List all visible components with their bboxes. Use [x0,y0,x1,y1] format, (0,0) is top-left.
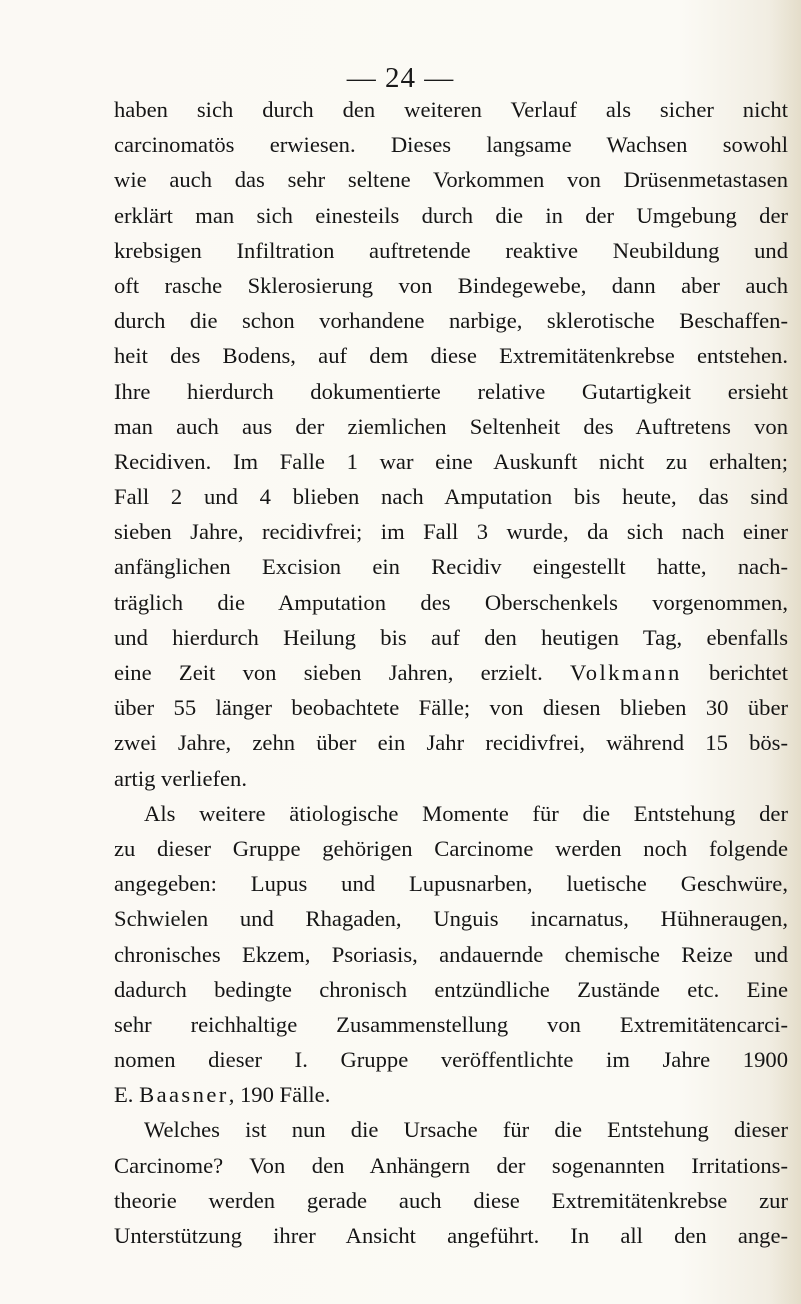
text-line: und hierdurch Heilung bis auf den heutigen Tag, ebenfalls [114,624,788,650]
text-line: Fall 2 und 4 blieben nach Amputation bis heute, das sind [114,484,788,510]
text-line: carcinomatös erwiesen. Dieses langsame Wachsen sowohl [114,132,788,158]
text-segment: berichtet [681,660,788,685]
text-line: durch die schon vorhandene narbige, sklerotische Beschaffen- [114,308,788,334]
text-line: träglich die Amputation des Oberschenkels vorgenommen, [114,589,788,615]
text-line: heit des Bodens, auf dem diese Extremitätenkrebse entstehen. [114,343,788,369]
text-line-volkmann [114,655,788,690]
author-name: Volkmann [570,660,682,685]
text-line: Unterstützung ihrer Ansicht angeführt. In all den ange- [114,1223,788,1248]
text-line: Recidiven. Im Falle 1 war eine Auskunft nicht zu erhalten; [114,448,788,474]
text-segment: , 190 Fälle. [228,1082,331,1108]
body-text [114,92,788,1253]
author-name: Baasner [139,1082,229,1108]
text-line: zu dieser Gruppe gehörigen Carcinome werden noch folgende [114,835,788,861]
text-line: oft rasche Sklerosierung von Bindegewebe, dann aber auch [114,272,788,298]
text-line: chronisches Ekzem, Psoriasis, andauernde chemische Reize und [114,941,788,967]
text-line: Als weitere ätiologische Momente für die Entstehung der [144,800,788,826]
text-line: Welches ist nun die Ursache für die Entstehung dieser [144,1117,788,1143]
text-line: wie auch das sehr seltene Vorkommen von Drüsenmetastasen [114,167,788,193]
text-line: krebsigen Infiltration auftretende reaktive Neubildung und [114,237,788,263]
text-line: haben sich durch den weiteren Verlauf als sicher nicht [114,97,788,122]
text-line: zwei Jahre, zehn über ein Jahr recidivfrei, während 15 bös- [114,730,788,756]
text-line: nomen dieser I. Gruppe veröffentlichte im Jahre 1900 [114,1047,788,1073]
text-line-baasner [114,1077,788,1112]
text-line: artig verliefen. [114,765,247,791]
text-segment: E. [114,1082,140,1108]
text-line: Carcinome? Von den Anhängern der sogenannten Irritations- [114,1152,788,1178]
text-line: sieben Jahre, recidivfrei; im Fall 3 wurde, da sich nach einer [114,519,788,545]
text-line: theorie werden gerade auch diese Extremitätenkrebse zur [114,1187,788,1213]
page-number: — 24 — [346,62,455,94]
text-line: anfänglichen Excision ein Recidiv eingestellt hatte, nach- [114,554,788,580]
text-line: Schwielen und Rhagaden, Unguis incarnatus, Hühneraugen, [114,906,788,932]
text-segment: eine Zeit von sieben Jahren, erzielt. [114,660,570,685]
text-line: sehr reichhaltige Zusammenstellung von Extremitätencarci- [114,1011,788,1037]
text-line: erklärt man sich einesteils durch die in der Umgebung der [114,202,788,228]
text-line: angegeben: Lupus und Lupusnarben, luetische Geschwüre, [114,871,788,897]
text-line: dadurch bedingte chronisch entzündliche Zustände etc. Eine [114,976,788,1002]
text-line: man auch aus der ziemlichen Seltenheit des Auftretens von [114,413,788,439]
text-line: über 55 länger beobachtete Fälle; von diesen blieben 30 über [114,695,788,721]
text-line: Ihre hierdurch dokumentierte relative Gutartigkeit ersieht [114,378,788,404]
